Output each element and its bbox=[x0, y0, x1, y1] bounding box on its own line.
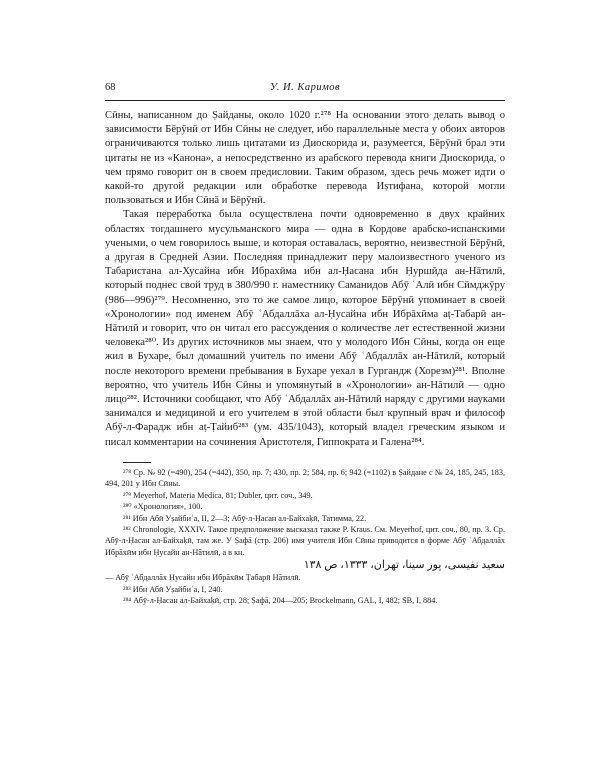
footnote: ²⁸¹ Ибн Абӣ Уṣайбиʿа, II, 2—3; Абӯ-л-Ḥасан ал-Байхаḳӣ, Татимма, 22. bbox=[123, 513, 367, 523]
header-rule bbox=[105, 100, 505, 101]
footnote: ²⁸² Chronologie, XXXIV. Такое предположение высказал также P. Kraus. См. Meyerhof, цит. соч., 80, пр. 3. Ср. Абӯ-л-Ḥасан ал-Байхаḳӣ, там же. У Ṣафā (стр. 206) имя учителя Ибн Сӣны приводится в форме Абӯ ʿАбдаллāх Ибрāхӣм ибн Ḥусайн ан-Нāтилӣ, а в кн. bbox=[105, 524, 505, 557]
footnote: ²⁸³ Ибн Абӣ Уṣайбиʿа, I, 240. bbox=[123, 584, 223, 594]
footnote-rule bbox=[123, 462, 151, 463]
footnote-arabic-citation: سعید نفیسی، پور سینا، تهران، ۱۳۳۳، ص ۱۳۸ bbox=[303, 559, 505, 572]
paragraph: Сӣны, написанном до Ṣайданы, около 1020 г.²⁷⁸ На основании этого делать вывод о зависимости Бēрӯнӣ от Ибн Сӣны не следует, ибо параллельные места у обоих авторов ограничиваются только лишь цитатами из Диоскорида и, разумеется, Бēрӯнӣ брал эти цитаты не из «Канона», а непосредственно из арабского перевода книги Диоскорида, о чем прямо говорит он в своем предисловии. Таким образом, здесь речь может идти о какой-то другой редакции или обработке перевода Иṣтифана, которой могли пользоваться и Ибн Сӣнā и Бēрӯнӣ. bbox=[105, 110, 505, 207]
page-number: 68 bbox=[105, 82, 116, 93]
footnote: ²⁷⁸ Ср. № 92 (=490), 254 (=442), 350, пр. 7; 430, пр. 2; 584, пр. 6; 942 (=1102) в Ṣайдане с № 24, 185, 245, 183, 494, 201 у Ибн Сӣны. bbox=[105, 467, 505, 489]
book-page bbox=[105, 82, 505, 606]
footnotes bbox=[105, 467, 505, 606]
running-title: У. И. Каримов bbox=[269, 82, 341, 93]
footnote: ²⁷⁹ Meyerhof, Materia Medica, 81; Dubler, цит. соч., 349. bbox=[123, 490, 313, 500]
main-text bbox=[105, 109, 505, 450]
footnote-continuation: — Абӯ ʿАбдаллāх Ḥусайн ибн Ибрāхӣм Ṭабарӣ Нāтилӣ. bbox=[105, 573, 301, 583]
footnote: ²⁸⁰ «Хронология», 100. bbox=[123, 502, 203, 512]
paragraph: Такая переработка была осуществлена почти одновременно в двух крайних областях тогдашнего мусульманского мира — одна в Кордове арабско-испанскими учеными, о чем говорилось выше, и которая оставалась, вероятно, неизвестной Бēрӯнӣ, а другая в Средней Азии. Последняя принадлежит перу малоизвестного ученого из Табаристана ал-Хусайна ибн Ибрахӣма ибн ал-Ḥасана ибн Ḥуршӣда ан-Нāтилӣ, который поднес свой труд в 380/990 г. наместнику Саманидов Абӯ ʿАлӣ ибн Сӣмджӯру (986—996)²⁷⁹. Несомненно, это то же самое лицо, которое Бēрӯнӣ упоминает в своей «Хронологии» под именем Абӯ ʿАбдаллāха ал-Ḥусайна ибн Ибрāхӣма аṭ-Табарӣ ан-Нāтилӣ и говорит, что он читал его рассуждения о количестве лет естественной жизни человека²⁸⁰. Из других источников мы знаем, что у молодого Ибн Сӣны, когда он еще жил в Бухаре, был домашний учитель по имени Абӯ ʿАбдаллāх ан-Нāтилӣ, который после некоторого времени пребывания в Бухаре уехал в Гургандж (Хорезм)²⁸¹. Вполне вероятно, что учитель Ибн Сӣны и упомянутый в «Хронологии» ан-Нāтилӣ — одно лицо²⁸². Источники сообщают, что Абӯ ʿАбдаллāх ан-Нāтилӣ наряду с другими науками занимался и медициной и его учителем в этой области был крупный врач и философ Абӯ-л-Фарадж ибн аṭ-Ṭайиб²⁸³ (ум. 435/1043), который владел греческим языком и писал комментарии на сочинения Аристотеля, Гиппократа и Галена²⁸⁴. bbox=[105, 209, 505, 448]
page-header bbox=[105, 82, 505, 98]
footnote: ²⁸⁴ Абӯ-л-Ḥасан ал-Байхаḳӣ, стр. 28; Ṣафā, 204—205; Brockelmann, GAL, I, 482; SB, I, 884. bbox=[123, 595, 438, 605]
